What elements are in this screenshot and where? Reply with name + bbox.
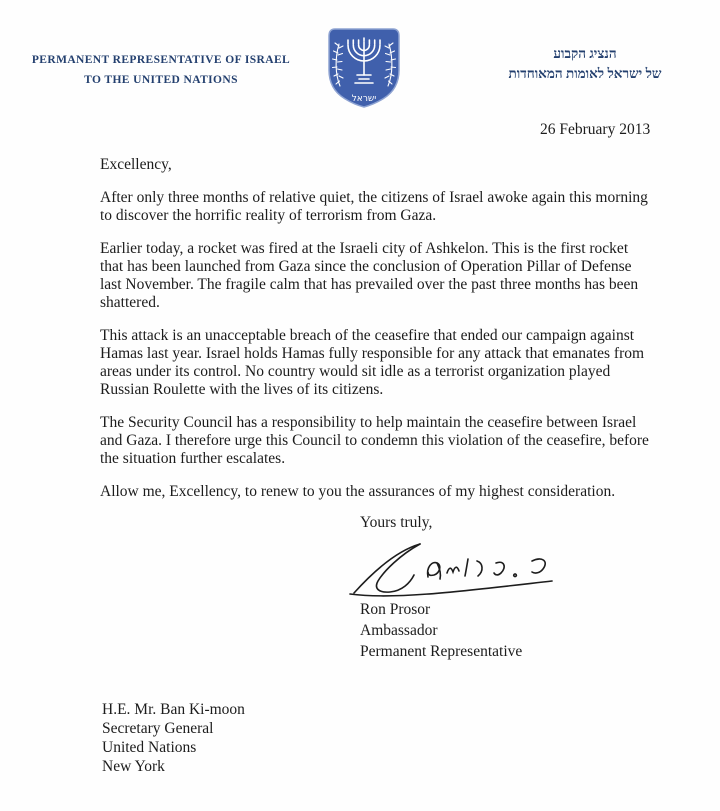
signer-title-2: Permanent Representative xyxy=(360,643,523,660)
letterhead-org-name xyxy=(30,50,292,90)
paragraph-3: This attack is an unacceptable breach of the ceasefire that ended our campaign against Hamas last year. Israel holds Hamas fully responsible for any attack that emanates from areas under its control. No country would sit idle as a terrorist organization played Russian Roulette with the lives of its citizens. xyxy=(100,327,645,398)
letter-date: 26 February 2013 xyxy=(540,121,651,138)
signer-title-1: Ambassador xyxy=(360,622,438,639)
addressee-block xyxy=(102,700,245,776)
paragraph-2: Earlier today, a rocket was fired at the Israeli city of Ashkelon. This is the first rocket that has been launched from Gaza since the conclusion of Operation Pillar of Defense last November. The fragile calm that has prevailed over the past three months has been shattered. xyxy=(100,240,639,311)
signer-block xyxy=(360,599,522,662)
paragraph-5: Allow me, Excellency, to renew to you the assurances of my highest consideration. xyxy=(100,483,616,500)
letterhead-org-line1: PERMANENT REPRESENTATIVE OF ISRAEL xyxy=(31,54,291,66)
paragraph-4: The Security Council has a responsibility to help maintain the ceasefire between Israel and Gaza. I therefore urge this Council to condemn this violation of the ceasefire, before the situation further escalates. xyxy=(100,414,649,467)
letterhead-hebrew-line2: של ישראל לאומות המאוחדות xyxy=(508,66,662,81)
addressee-name: H.E. Mr. Ban Ki-moon xyxy=(102,701,245,718)
letter-body xyxy=(100,156,653,516)
addressee-org: United Nations xyxy=(102,739,197,756)
handwritten-signature-icon xyxy=(344,539,564,603)
addressee-city: New York xyxy=(102,758,165,775)
paragraph-1: After only three months of relative quiet, the citizens of Israel awoke again this morning to discover the horrific reality of terrorism from Gaza. xyxy=(100,189,648,224)
signer-name: Ron Prosor xyxy=(360,601,431,618)
addressee-title: Secretary General xyxy=(102,720,214,737)
salutation: Excellency, xyxy=(100,156,172,173)
letterhead-hebrew-line1: הנציג הקבוע xyxy=(553,46,617,61)
israel-state-emblem-icon xyxy=(327,28,401,108)
letterhead-org-line2: TO THE UNITED NATIONS xyxy=(84,74,238,86)
closing-phrase: Yours truly, xyxy=(360,514,433,531)
letterhead-hebrew xyxy=(478,44,692,84)
emblem-hebrew-label: ישראל xyxy=(351,94,377,104)
